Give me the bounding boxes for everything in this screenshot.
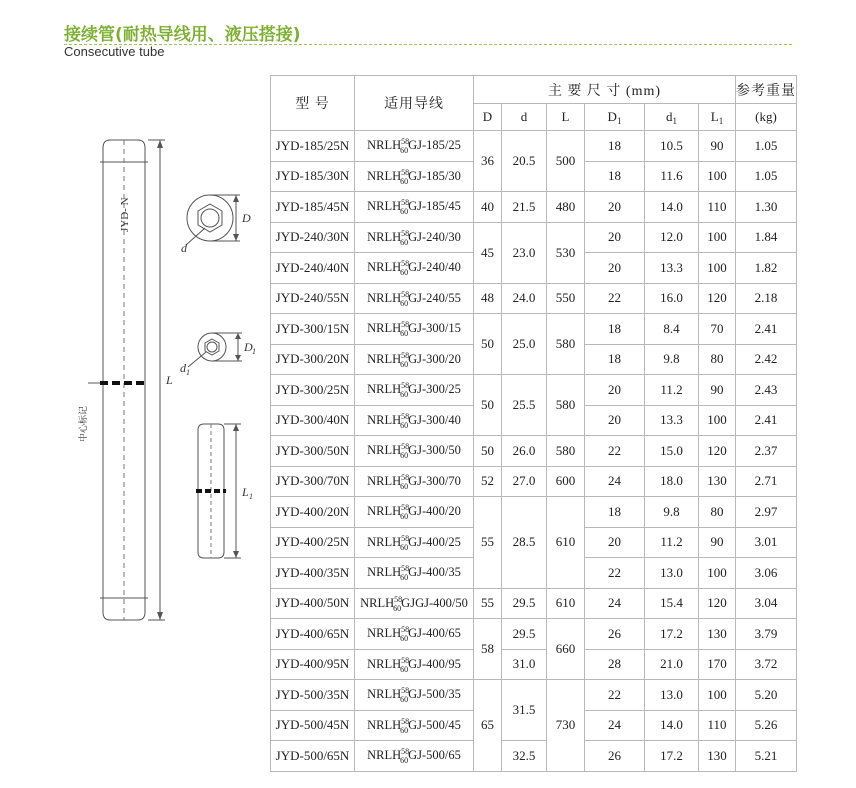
model-cell: JYD-400/25N <box>271 527 355 558</box>
D1-cell: 24 <box>585 466 645 497</box>
label-D: D <box>242 211 251 225</box>
header-d: d <box>502 104 547 131</box>
center-mark-label: 中心标记 <box>79 405 89 442</box>
wire-cell: $NRLH^{58}_{60}GJ-300/40$ <box>355 405 474 436</box>
L1-cell: 130 <box>699 466 736 497</box>
L1-cell: 100 <box>699 253 736 284</box>
weight-cell: 2.41 <box>736 314 797 345</box>
d1-cell: 13.0 <box>645 558 699 589</box>
weight-cell: 1.82 <box>736 253 797 284</box>
weight-cell: 2.71 <box>736 466 797 497</box>
label-D1-sub: 1 <box>252 347 256 356</box>
L1-cell: 100 <box>699 222 736 253</box>
D1-cell: 24 <box>585 710 645 741</box>
weight-cell: 5.26 <box>736 710 797 741</box>
L1-cell: 130 <box>699 741 736 772</box>
wire-cell: $NRLH^{58}_{60}GJ-300/15$ <box>355 314 474 345</box>
wire-cell: $NRLH^{58}_{60}GJ-240/40$ <box>355 253 474 284</box>
d1-cell: 17.2 <box>645 741 699 772</box>
model-cell: JYD-300/15N <box>271 314 355 345</box>
page-title: 接续管(耐热导线用、液压搭接) <box>64 25 301 45</box>
d-cell: 29.5 <box>502 588 547 619</box>
header-main-dims: 主 要 尺 寸 (mm) <box>474 76 736 104</box>
page-subtitle: Consecutive tube <box>64 44 165 59</box>
D-cell: 50 <box>474 436 502 467</box>
model-cell: JYD-300/20N <box>271 344 355 375</box>
D1-cell: 18 <box>585 161 645 192</box>
table-row <box>271 466 797 497</box>
model-cell: JYD-300/50N <box>271 436 355 467</box>
model-cell: JYD-240/30N <box>271 222 355 253</box>
table-row <box>271 314 797 345</box>
model-cell: JYD-400/95N <box>271 649 355 680</box>
label-L1-sub: 1 <box>249 492 253 501</box>
D1-cell: 20 <box>585 405 645 436</box>
wire-cell: $NRLH^{58}_{60}GJ-400/20$ <box>355 497 474 528</box>
weight-cell: 1.30 <box>736 192 797 223</box>
D-cell: 40 <box>474 192 502 223</box>
model-cell: JYD-400/50N <box>271 588 355 619</box>
d1-cell: 17.2 <box>645 619 699 650</box>
wire-cell: $NRLH^{58}_{60}GJ-500/35$ <box>355 680 474 711</box>
weight-cell: 2.18 <box>736 283 797 314</box>
D1-cell: 20 <box>585 192 645 223</box>
main-tube-marking: JYD- N <box>119 197 131 232</box>
wire-cell: $NRLH^{58}_{60}GJ-240/55$ <box>355 283 474 314</box>
model-cell: JYD-300/40N <box>271 405 355 436</box>
d1-cell: 13.3 <box>645 405 699 436</box>
d1-cell: 15.0 <box>645 436 699 467</box>
L1-cell: 90 <box>699 527 736 558</box>
d-cell: 24.0 <box>502 283 547 314</box>
D-cell: 55 <box>474 588 502 619</box>
weight-cell: 2.42 <box>736 344 797 375</box>
L-cell: 610 <box>547 588 585 619</box>
d-cell: 25.5 <box>502 375 547 436</box>
D-cell: 55 <box>474 497 502 589</box>
weight-cell: 2.41 <box>736 405 797 436</box>
L1-cell: 110 <box>699 710 736 741</box>
weight-cell: 3.04 <box>736 588 797 619</box>
L1-cell: 170 <box>699 649 736 680</box>
D-cell: 45 <box>474 222 502 283</box>
D1-cell: 20 <box>585 527 645 558</box>
model-cell: JYD-240/55N <box>271 283 355 314</box>
d1-cell: 8.4 <box>645 314 699 345</box>
D1-cell: 26 <box>585 619 645 650</box>
D1-cell: 22 <box>585 558 645 589</box>
model-cell: JYD-300/25N <box>271 375 355 406</box>
D1-cell: 22 <box>585 436 645 467</box>
d1-cell: 11.2 <box>645 527 699 558</box>
wire-cell: $NRLH^{58}_{60}GJ-400/65$ <box>355 619 474 650</box>
wire-cell: $NRLH^{58}_{60}GJ-500/45$ <box>355 710 474 741</box>
weight-cell: 2.37 <box>736 436 797 467</box>
d1-cell: 10.5 <box>645 131 699 162</box>
L1-cell: 90 <box>699 375 736 406</box>
model-cell: JYD-300/70N <box>271 466 355 497</box>
label-d1-sub: 1 <box>186 368 190 377</box>
d-cell: 20.5 <box>502 131 547 192</box>
model-cell: JYD-400/65N <box>271 619 355 650</box>
L1-cell: 100 <box>699 405 736 436</box>
L-cell: 550 <box>547 283 585 314</box>
D1-cell: 18 <box>585 314 645 345</box>
d1-cell: 16.0 <box>645 283 699 314</box>
D-cell: 48 <box>474 283 502 314</box>
table-row <box>271 497 797 528</box>
header-D: D <box>474 104 502 131</box>
weight-cell: 1.05 <box>736 161 797 192</box>
D1-cell: 22 <box>585 680 645 711</box>
wire-cell: $NRLH^{58}_{60}GJ-400/35$ <box>355 558 474 589</box>
wire-cell: $NRLH^{58}_{60}GJ-300/50$ <box>355 436 474 467</box>
model-cell: JYD-500/45N <box>271 710 355 741</box>
table-row <box>271 649 797 680</box>
table-row <box>271 680 797 711</box>
d1-cell: 12.0 <box>645 222 699 253</box>
spec-table <box>270 75 797 772</box>
L1-cell: 100 <box>699 558 736 589</box>
L-cell: 610 <box>547 497 585 589</box>
weight-cell: 1.84 <box>736 222 797 253</box>
model-cell: JYD-240/40N <box>271 253 355 284</box>
header-weight: 参考重量 <box>736 76 797 104</box>
D1-cell: 18 <box>585 131 645 162</box>
d-cell: 26.0 <box>502 436 547 467</box>
wire-cell: $NRLH^{58}_{60}GJ-185/45$ <box>355 192 474 223</box>
spec-table-body <box>271 131 797 772</box>
d-cell: 28.5 <box>502 497 547 589</box>
tube-drawing <box>0 0 270 788</box>
table-row <box>271 283 797 314</box>
d1-cell: 18.0 <box>645 466 699 497</box>
L-cell: 530 <box>547 222 585 283</box>
L1-cell: 110 <box>699 192 736 223</box>
wire-cell: $NRLH^{58}_{60}GJ-185/30$ <box>355 161 474 192</box>
L-cell: 580 <box>547 314 585 375</box>
d1-cell: 13.3 <box>645 253 699 284</box>
table-row <box>271 131 797 162</box>
L1-cell: 100 <box>699 680 736 711</box>
d1-cell: 9.8 <box>645 344 699 375</box>
label-d: d <box>181 241 187 255</box>
d-cell: 31.5 <box>502 680 547 741</box>
wire-cell: $NRLH^{58}_{60}GJ-240/30$ <box>355 222 474 253</box>
L1-cell: 80 <box>699 497 736 528</box>
wire-cell: $NRLH^{58}_{60}GJ-300/70$ <box>355 466 474 497</box>
model-cell: JYD-400/20N <box>271 497 355 528</box>
weight-cell: 2.97 <box>736 497 797 528</box>
table-header-row-1 <box>271 76 797 104</box>
model-cell: JYD-185/30N <box>271 161 355 192</box>
model-cell: JYD-185/45N <box>271 192 355 223</box>
model-cell: JYD-500/65N <box>271 741 355 772</box>
header-L: L <box>547 104 585 131</box>
weight-cell: 3.79 <box>736 619 797 650</box>
D1-cell: 20 <box>585 222 645 253</box>
D1-cell: 18 <box>585 344 645 375</box>
D1-cell: 20 <box>585 253 645 284</box>
table-row <box>271 375 797 406</box>
wire-cell: $NRLH^{58}_{60}GJ-300/25$ <box>355 375 474 406</box>
D1-cell: 28 <box>585 649 645 680</box>
d1-cell: 9.8 <box>645 497 699 528</box>
d1-cell: 13.0 <box>645 680 699 711</box>
d-cell: 29.5 <box>502 619 547 650</box>
D-cell: 52 <box>474 466 502 497</box>
wire-cell: $NRLH^{58}_{60}GJ-400/25$ <box>355 527 474 558</box>
D1-cell: 18 <box>585 497 645 528</box>
model-cell: JYD-500/35N <box>271 680 355 711</box>
D1-cell: 24 <box>585 588 645 619</box>
L1-cell: 100 <box>699 161 736 192</box>
d1-cell: 14.0 <box>645 192 699 223</box>
wire-cell: $NRLH^{58}_{60}GJ-300/20$ <box>355 344 474 375</box>
D-cell: 50 <box>474 375 502 436</box>
label-d1: d <box>180 361 186 375</box>
header-weight-unit: (kg) <box>736 104 797 131</box>
table-row <box>271 741 797 772</box>
L-cell: 500 <box>547 131 585 192</box>
d1-cell: 14.0 <box>645 710 699 741</box>
L-cell: 580 <box>547 436 585 467</box>
table-row <box>271 588 797 619</box>
d1-cell: 15.4 <box>645 588 699 619</box>
L1-cell: 130 <box>699 619 736 650</box>
d1-cell: 11.2 <box>645 375 699 406</box>
wire-cell: $NRLH^{58}_{60}GJGJ-400/50$ <box>355 588 474 619</box>
header-L1: $L_1$ <box>699 104 736 131</box>
weight-cell: 1.05 <box>736 131 797 162</box>
label-L: L <box>166 373 173 387</box>
L1-cell: 90 <box>699 131 736 162</box>
L-cell: 730 <box>547 680 585 772</box>
L1-cell: 120 <box>699 436 736 467</box>
d-cell: 23.0 <box>502 222 547 283</box>
d-cell: 32.5 <box>502 741 547 772</box>
d1-cell: 11.6 <box>645 161 699 192</box>
table-row <box>271 222 797 253</box>
label-L1: L <box>242 485 249 499</box>
weight-cell: 5.20 <box>736 680 797 711</box>
label-D1: D <box>244 340 253 354</box>
header-d1: $d_1$ <box>645 104 699 131</box>
table-row <box>271 619 797 650</box>
L-cell: 600 <box>547 466 585 497</box>
wire-cell: $NRLH^{58}_{60}GJ-500/65$ <box>355 741 474 772</box>
d1-cell: 21.0 <box>645 649 699 680</box>
model-cell: JYD-185/25N <box>271 131 355 162</box>
L-cell: 480 <box>547 192 585 223</box>
weight-cell: 3.72 <box>736 649 797 680</box>
L1-cell: 120 <box>699 588 736 619</box>
d-cell: 21.5 <box>502 192 547 223</box>
D-cell: 58 <box>474 619 502 680</box>
d-cell: 27.0 <box>502 466 547 497</box>
header-D1: $D_1$ <box>585 104 645 131</box>
d-cell: 31.0 <box>502 649 547 680</box>
header-wire: 适用导线 <box>355 76 474 131</box>
D1-cell: 20 <box>585 375 645 406</box>
L1-cell: 80 <box>699 344 736 375</box>
weight-cell: 3.01 <box>736 527 797 558</box>
table-row <box>271 436 797 467</box>
L1-cell: 70 <box>699 314 736 345</box>
L-cell: 660 <box>547 619 585 680</box>
weight-cell: 2.43 <box>736 375 797 406</box>
D1-cell: 26 <box>585 741 645 772</box>
d-cell: 25.0 <box>502 314 547 375</box>
model-cell: JYD-400/35N <box>271 558 355 589</box>
wire-cell: $NRLH^{58}_{60}GJ-400/95$ <box>355 649 474 680</box>
weight-cell: 5.21 <box>736 741 797 772</box>
header-model: 型 号 <box>271 76 355 131</box>
D1-cell: 22 <box>585 283 645 314</box>
L1-cell: 120 <box>699 283 736 314</box>
D-cell: 36 <box>474 131 502 192</box>
D-cell: 65 <box>474 680 502 772</box>
D-cell: 50 <box>474 314 502 375</box>
table-row <box>271 192 797 223</box>
L-cell: 580 <box>547 375 585 436</box>
wire-cell: $NRLH^{58}_{60}GJ-185/25$ <box>355 131 474 162</box>
weight-cell: 3.06 <box>736 558 797 589</box>
